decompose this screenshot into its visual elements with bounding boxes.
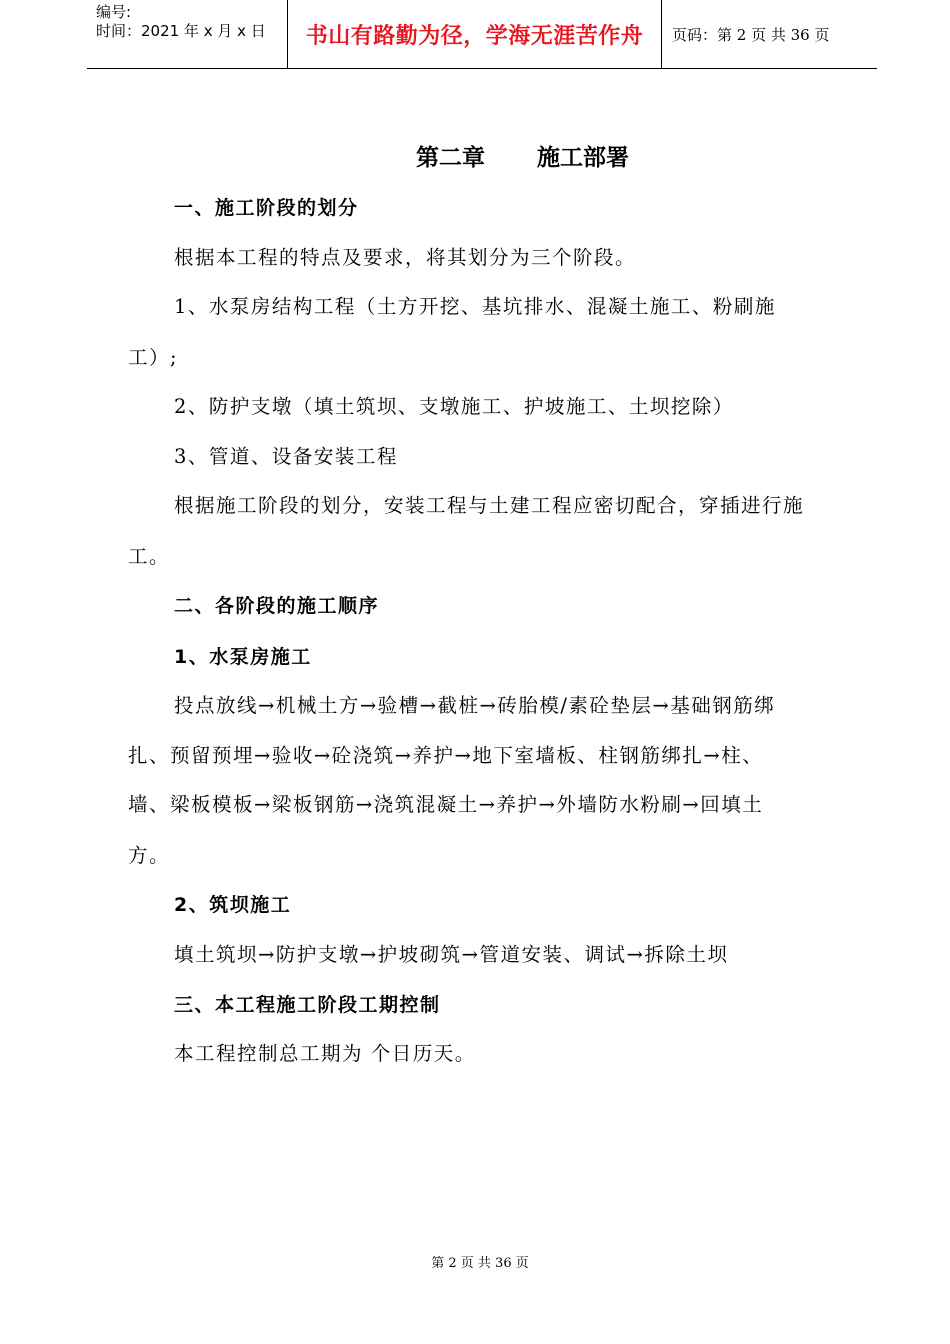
list-item: 1、水泵房结构工程（土方开挖、基坑排水、混凝土施工、粉刷施 — [174, 295, 776, 318]
sequence-line: 方。 — [128, 844, 171, 867]
sequence-line: 扎、预留预埋→验收→砼浇筑→养护→地下室墙板、柱钢筋绑扎→柱、 — [128, 744, 764, 767]
paragraph: 本工程控制总工期为 个日历天。 — [174, 1042, 476, 1065]
list-item: 3、管道、设备安装工程 — [174, 445, 398, 468]
section-heading-3: 三、本工程施工阶段工期控制 — [174, 994, 441, 1016]
number-label: 编号: — [96, 3, 132, 21]
subsection-heading: 2、筑坝施工 — [174, 894, 292, 916]
page-header — [87, 0, 877, 69]
paragraph-continuation: 工。 — [128, 545, 171, 568]
chapter-title — [0, 140, 950, 176]
time-label: 时间：2021 年 x 月 x 日 — [96, 22, 266, 40]
paragraph: 根据本工程的特点及要求，将其划分为三个阶段。 — [174, 246, 637, 269]
header-meta — [87, 0, 288, 68]
chapter-name: 施工部署 — [537, 144, 629, 171]
paragraph: 根据施工阶段的划分，安装工程与土建工程应密切配合，穿插进行施 — [174, 494, 805, 517]
header-motto: 书山有路勤为径，学海无涯苦作舟 — [288, 0, 662, 68]
section-heading-2: 二、各阶段的施工顺序 — [174, 595, 380, 617]
sequence-line: 投点放线→机械土方→验槽→截桩→砖胎模/素砼垫层→基础钢筋绑 — [174, 694, 776, 717]
section-heading-1: 一、施工阶段的划分 — [174, 197, 359, 219]
list-item-continuation: 工）; — [128, 346, 179, 369]
header-page-info: 页码：第 2 页 共 36 页 — [672, 25, 830, 44]
chapter-number: 第二章 — [416, 144, 485, 171]
list-item: 2、防护支墩（填土筑坝、支墩施工、护坡施工、土坝挖除） — [174, 395, 734, 418]
sequence-line: 填土筑坝→防护支墩→护坡砌筑→管道安装、调试→拆除土坝 — [174, 943, 729, 966]
sequence-line: 墙、梁板模板→梁板钢筋→浇筑混凝土→养护→外墙防水粉刷→回填土 — [128, 793, 764, 816]
page-footer: 第 2 页 共 36 页 — [431, 1256, 529, 1271]
subsection-heading: 1、水泵房施工 — [174, 646, 312, 668]
